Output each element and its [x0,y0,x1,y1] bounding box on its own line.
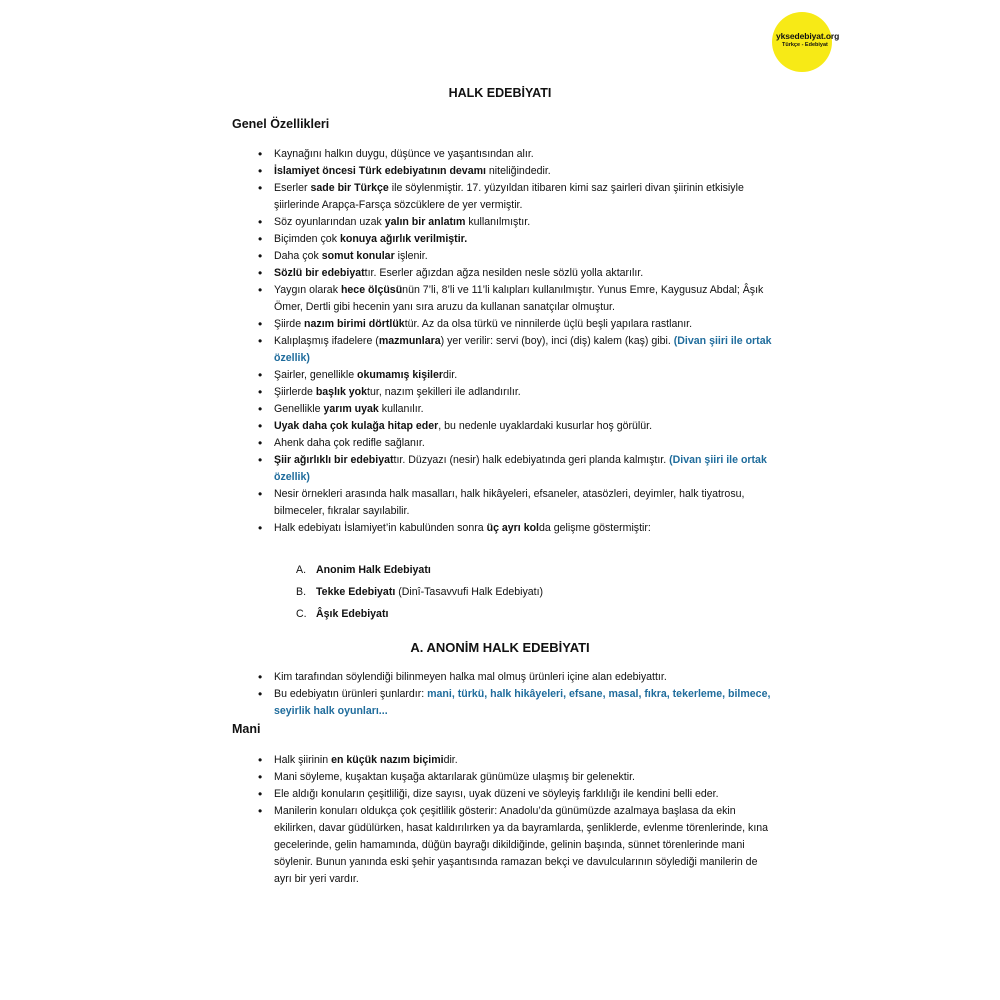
list-item [258,333,773,367]
branch-letter: C. [296,608,307,620]
page-title: HALK EDEBİYATI [448,86,552,100]
bold-text: İslamiyet öncesi Türk edebiyatının devamı [274,165,486,177]
bold-text: Uyak daha çok kulağa hitap eder [274,420,439,432]
text-run: Söz oyunlarından uzak [274,216,385,228]
section-heading-general: Genel Özellikleri [232,117,330,131]
bold-text: hece ölçüsü [340,284,403,296]
text-run: Kalıplaşmış ifadelere ( [274,335,379,347]
bold-text: somut konular [321,250,395,262]
bold-text: yalın bir anlatım [384,216,466,228]
list-item [258,418,773,435]
list-item [258,367,773,384]
list-item [258,231,773,248]
text-run: Nesir örnekleri arasında halk masalları, halk hikâyeleri, efsaneler, atasözleri, deyimler, halk tiyatrosu, bilmeceler, fıkralar sayılabilir. [274,488,745,517]
section-title-anonim: A. ANONİM HALK EDEBİYATI [410,640,590,655]
text-run: Ahenk daha çok redifle sağlanır. [274,437,425,449]
text-run: tır. Eserler ağızdan ağza nesilden nesle sözlü yolla aktarılır. [364,267,644,279]
text-run: Bu edebiyatın ürünleri şunlardır: [274,688,428,700]
list-item [258,401,773,418]
text-run: da gelişme göstermiştir: [539,522,651,534]
text-run: Manilerin konuları oldukça çok çeşitlilik gösterir: Anadolu’da günümüzde azalmaya başlasa da ekin ekilirken, davar güdülürken, hasat kaldırılırken ya da bayramlarda, şenliklerde, evlenme törenlerinde, kına gecelerinde, gelin hamamında, düğün bayrağı dikildiğinde, gelinin başında, sünnet törenlerinde mani söylenir. Bunun yanında eski şehir yaşantısında ramazan bekçi ve davulcularının söylediği manilerin de ayrı bir yeri vardır. [274,805,769,885]
text-run: niteliğindedir. [485,165,551,177]
list-item [258,452,773,486]
bold-text: en küçük nazım biçimi [331,754,444,766]
anonim-list [258,669,773,720]
bold-text: Şiir ağırlıklı bir edebiyat [274,454,394,466]
text-run: kullanılmıştır. [465,216,531,228]
branch-name: Tekke Edebiyatı [316,586,396,598]
branch-item [296,603,543,625]
text-run: Mani söyleme, kuşaktan kuşağa aktarılarak günümüze ulaşmış bir gelenektir. [274,771,635,783]
bold-text: üç ayrı kol [486,522,539,534]
text-run: , bu nedenle uyaklardaki kusurlar hoş görülür. [438,420,653,432]
list-item [258,752,773,769]
text-run: ) yer verilir: servi (boy), inci (diş) kalem (kaş) gibi. [440,335,674,347]
branch-note: (Dinî-Tasavvufi Halk Edebiyatı) [395,586,544,598]
bold-text: Sözlü bir edebiyat [274,267,365,279]
text-run: Şiirlerde [274,386,316,398]
text-run: tır. Düzyazı (nesir) halk edebiyatında geri planda kalmıştır. [393,454,670,466]
bold-text: yarım uyak [323,403,379,415]
branches-list [296,559,543,625]
list-item [258,669,773,686]
list-item [258,520,773,537]
branch-name: Anonim Halk Edebiyatı [316,564,431,576]
branch-letter: B. [296,586,307,598]
branch-item [296,559,543,581]
text-run: dir. [443,369,458,381]
bold-text: nazım birimi dörtlük [304,318,405,330]
general-features-list [258,146,773,537]
list-item [258,146,773,163]
bold-text: sade bir Türkçe [310,182,389,194]
text-run: nün 7’li, 8’li ve 11’li kalıpları kullanılmıştır. Yunus Emre, Kaygusuz Abdal; Âşık Ömer, Dertli gibi hecenin yanı sıra aruzu da kullanan sanatçılar olmuştur. [274,284,764,313]
branch-item [296,581,543,603]
list-item [258,769,773,786]
text-run: Şairler, genellikle [274,369,358,381]
bold-text: mazmunlara [378,335,441,347]
text-run: Yaygın olarak [274,284,341,296]
logo-site: yksedebiyat.org [776,31,840,41]
list-item [258,163,773,180]
branch-name: Âşık Edebiyatı [316,608,389,620]
text-run: tur, nazım şekilleri ile adlandırılır. [367,386,521,398]
list-item [258,384,773,401]
text-run: tür. Az da olsa türkü ve ninnilerde üçlü beşli yapılara rastlanır. [404,318,693,330]
list-item [258,282,773,316]
list-item [258,686,773,720]
list-item [258,265,773,282]
list-item [258,435,773,452]
highlight-text: (Divan şiiri ile ortak özellik) [274,335,772,364]
list-item [258,786,773,803]
text-run: Kim tarafından söylendiği bilinmeyen halka mal olmuş ürünleri içine alan edebiyattır. [274,671,667,683]
section-heading-mani: Mani [232,722,261,736]
logo-tagline: Türkçe - Edebiyat [782,41,828,48]
logo [776,32,860,48]
text-run: Eserler [274,182,311,194]
text-run: Biçimden çok [274,233,340,245]
list-item [258,486,773,520]
text-run: dir. [443,754,458,766]
list-item [258,180,773,214]
text-run: Şiirde [274,318,305,330]
text-run: Halk şiirinin [274,754,332,766]
text-run: işlenir. [394,250,428,262]
bold-text: başlık yok [315,386,368,398]
text-run: Daha çok [274,250,322,262]
mani-list [258,752,773,888]
text-run: Ele aldığı konuların çeşitliliği, dize sayısı, uyak düzeni ve söyleyiş farklılığı ile kendini belli eder. [274,788,719,800]
text-run: Genellikle [274,403,324,415]
text-run: Halk edebiyatı İslamiyet’in kabulünden sonra [274,522,487,534]
text-run: kullanılır. [378,403,424,415]
highlight-text: (Divan şiiri ile ortak özellik) [274,454,767,483]
text-run: ile söylenmiştir. 17. yüzyıldan itibaren kimi saz şairleri divan şiirinin etkisiyle şiirlerinde Arapça-Farsça sözcüklere de yer vermiştir. [274,182,744,211]
list-item [258,248,773,265]
bold-text: konuya ağırlık verilmiştir. [339,233,468,245]
text-run: Kaynağını halkın duygu, düşünce ve yaşantısından alır. [274,148,534,160]
highlight-text: mani, türkü, halk hikâyeleri, efsane, masal, fıkra, tekerleme, bilmece, seyirlik halk oyunları... [274,688,771,717]
list-item [258,803,773,888]
branch-letter: A. [296,564,307,576]
bold-text: okumamış kişiler [357,369,444,381]
list-item [258,316,773,333]
list-item [258,214,773,231]
